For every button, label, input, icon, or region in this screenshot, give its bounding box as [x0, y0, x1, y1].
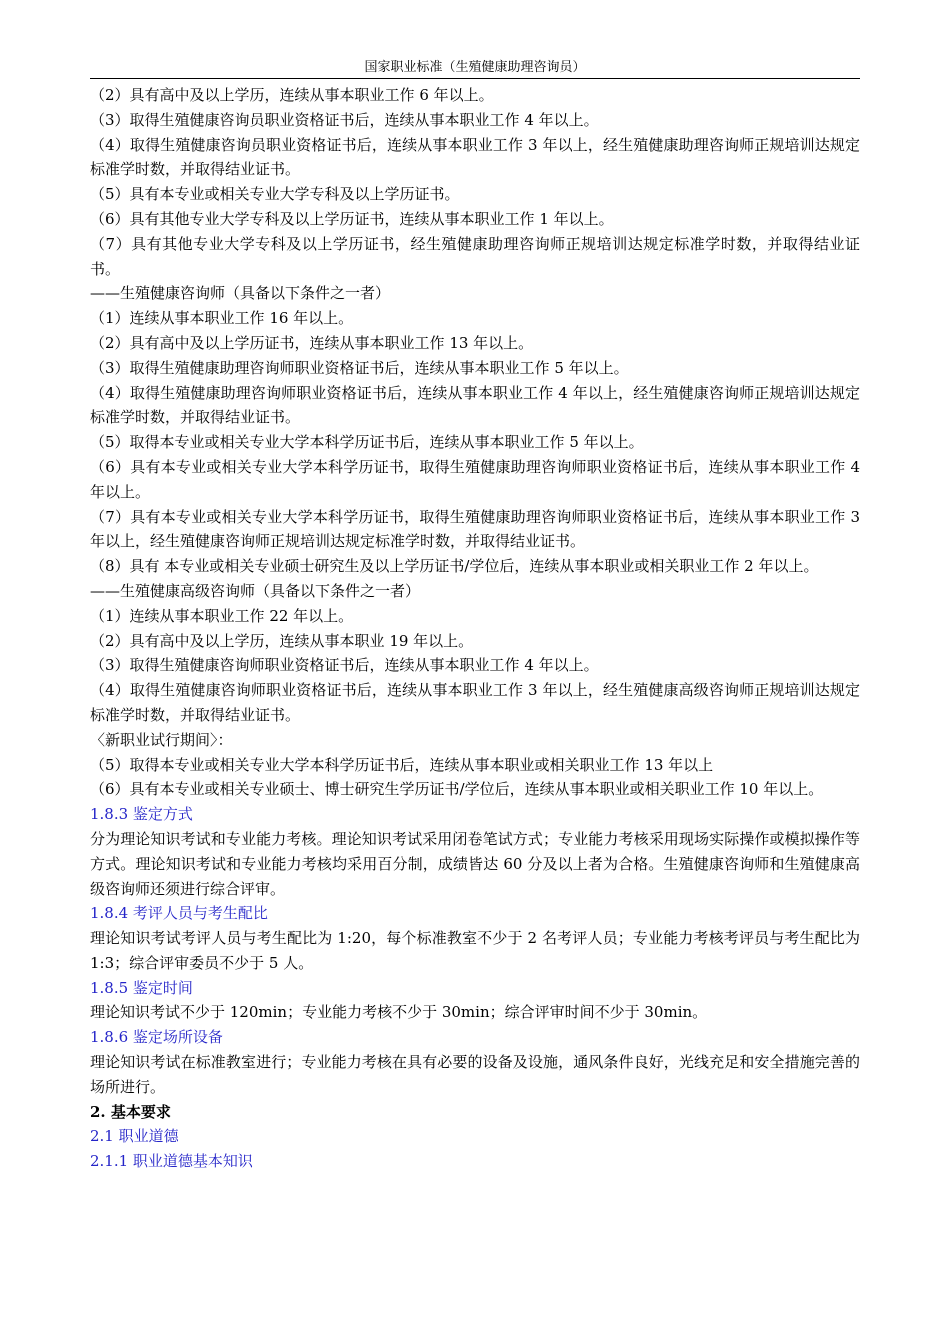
paragraph: （3）取得生殖健康助理咨询师职业资格证书后，连续从事本职业工作 5 年以上。	[90, 358, 629, 377]
paragraph: （2）具有高中及以上学历，连续从事本职业工作 6 年以上。	[90, 86, 494, 104]
document-page	[90, 60, 860, 1174]
paragraph: （6）具有本专业或相关专业大学本科学历证书，取得生殖健康助理咨询师职业资格证书后，连续从事本职业工作 4 年以上。	[90, 457, 860, 501]
paragraph: ——生殖健康高级咨询师（具备以下条件之一者）	[90, 581, 421, 600]
section-heading: 1.8.4 考评人员与考生配比	[90, 904, 268, 923]
paragraph: （4）取得生殖健康助理咨询师职业资格证书后，连续从事本职业工作 4 年以上，经生殖健康咨询师正规培训达规定标准学时数，并取得结业证书。	[90, 383, 860, 427]
paragraph: 〈新职业试行期间〉：	[90, 730, 233, 749]
paragraph: 理论知识考试在标准教室进行；专业能力考核在具有必要的设备及设施，通风条件良好，光线充足和安全措施完善的场所进行。	[90, 1053, 860, 1096]
paragraph: （6）具有本专业或相关专业硕士、博士研究生学历证书/学位后，连续从事本职业或相关职业工作 10 年以上。	[90, 780, 824, 799]
paragraph: （7）具有其他专业大学专科及以上学历证书，经生殖健康助理咨询师正规培训达规定标准学时数，并取得结业证书。	[90, 234, 860, 278]
section-heading: 1.8.3 鉴定方式	[90, 805, 193, 824]
document-body	[90, 83, 860, 1174]
paragraph: （1）连续从事本职业工作 16 年以上。	[90, 309, 354, 328]
paragraph: （8）具有 本专业或相关专业硕士研究生及以上学历证书/学位后，连续从事本职业或相关职业工作 2 年以上。	[90, 557, 819, 576]
paragraph: 理论知识考试考评人员与考生配比为 1:20，每个标准教室不少于 2 名考评人员；专业能力考核考评员与考生配比为 1:3；综合评审委员不少于 5 人。	[90, 929, 860, 972]
paragraph: （3）取得生殖健康咨询员职业资格证书后，连续从事本职业工作 4 年以上。	[90, 110, 599, 129]
section-heading: 2.1.1 职业道德基本知识	[90, 1152, 253, 1171]
section-heading: 1.8.5 鉴定时间	[90, 978, 193, 997]
paragraph: （4）取得生殖健康咨询员职业资格证书后，连续从事本职业工作 3 年以上，经生殖健康助理咨询师正规培训达规定标准学时数，并取得结业证书。	[90, 135, 860, 179]
chapter-heading: 2. 基本要求	[90, 1102, 171, 1121]
section-heading: 2.1 职业道德	[90, 1127, 179, 1146]
section-heading: 1.8.6 鉴定场所设备	[90, 1028, 223, 1047]
paragraph: （7）具有本专业或相关专业大学本科学历证书，取得生殖健康助理咨询师职业资格证书后，连续从事本职业工作 3 年以上，经生殖健康咨询师正规培训达规定标准学时数，并取得结业证书。	[90, 507, 860, 551]
paragraph: （4）取得生殖健康咨询师职业资格证书后，连续从事本职业工作 3 年以上，经生殖健康高级咨询师正规培训达规定标准学时数，并取得结业证书。	[90, 681, 860, 724]
paragraph: ——生殖健康咨询师（具备以下条件之一者）	[90, 284, 391, 303]
paragraph: （2）具有高中及以上学历证书，连续从事本职业工作 13 年以上。	[90, 333, 534, 352]
paragraph: （3）取得生殖健康咨询师职业资格证书后，连续从事本职业工作 4 年以上。	[90, 656, 599, 675]
paragraph: （6）具有其他专业大学专科及以上学历证书，连续从事本职业工作 1 年以上。	[90, 209, 614, 228]
paragraph: 理论知识考试不少于 120min；专业能力考核不少于 30min；综合评审时间不少于 30min。	[90, 1003, 708, 1022]
paragraph: （2）具有高中及以上学历，连续从事本职业 19 年以上。	[90, 631, 474, 650]
page-header: 国家职业标准（生殖健康助理咨询员）	[90, 60, 860, 79]
paragraph: （5）取得本专业或相关专业大学本科学历证书后，连续从事本职业或相关职业工作 13 年以上	[90, 755, 714, 774]
paragraph: （1）连续从事本职业工作 22 年以上。	[90, 606, 354, 625]
paragraph: 分为理论知识考试和专业能力考核。理论知识考试采用闭卷笔试方式；专业能力考核采用现场实际操作或模拟操作等方式。理论知识考试和专业能力考核均采用百分制，成绩皆达 60 分及以上者为合格。生殖健康咨询师和生殖健康高级咨询师还须进行综合评审。	[90, 829, 860, 898]
paragraph: （5）取得本专业或相关专业大学本科学历证书后，连续从事本职业工作 5 年以上。	[90, 433, 644, 452]
paragraph: （5）具有本专业或相关专业大学专科及以上学历证书。	[90, 185, 460, 204]
